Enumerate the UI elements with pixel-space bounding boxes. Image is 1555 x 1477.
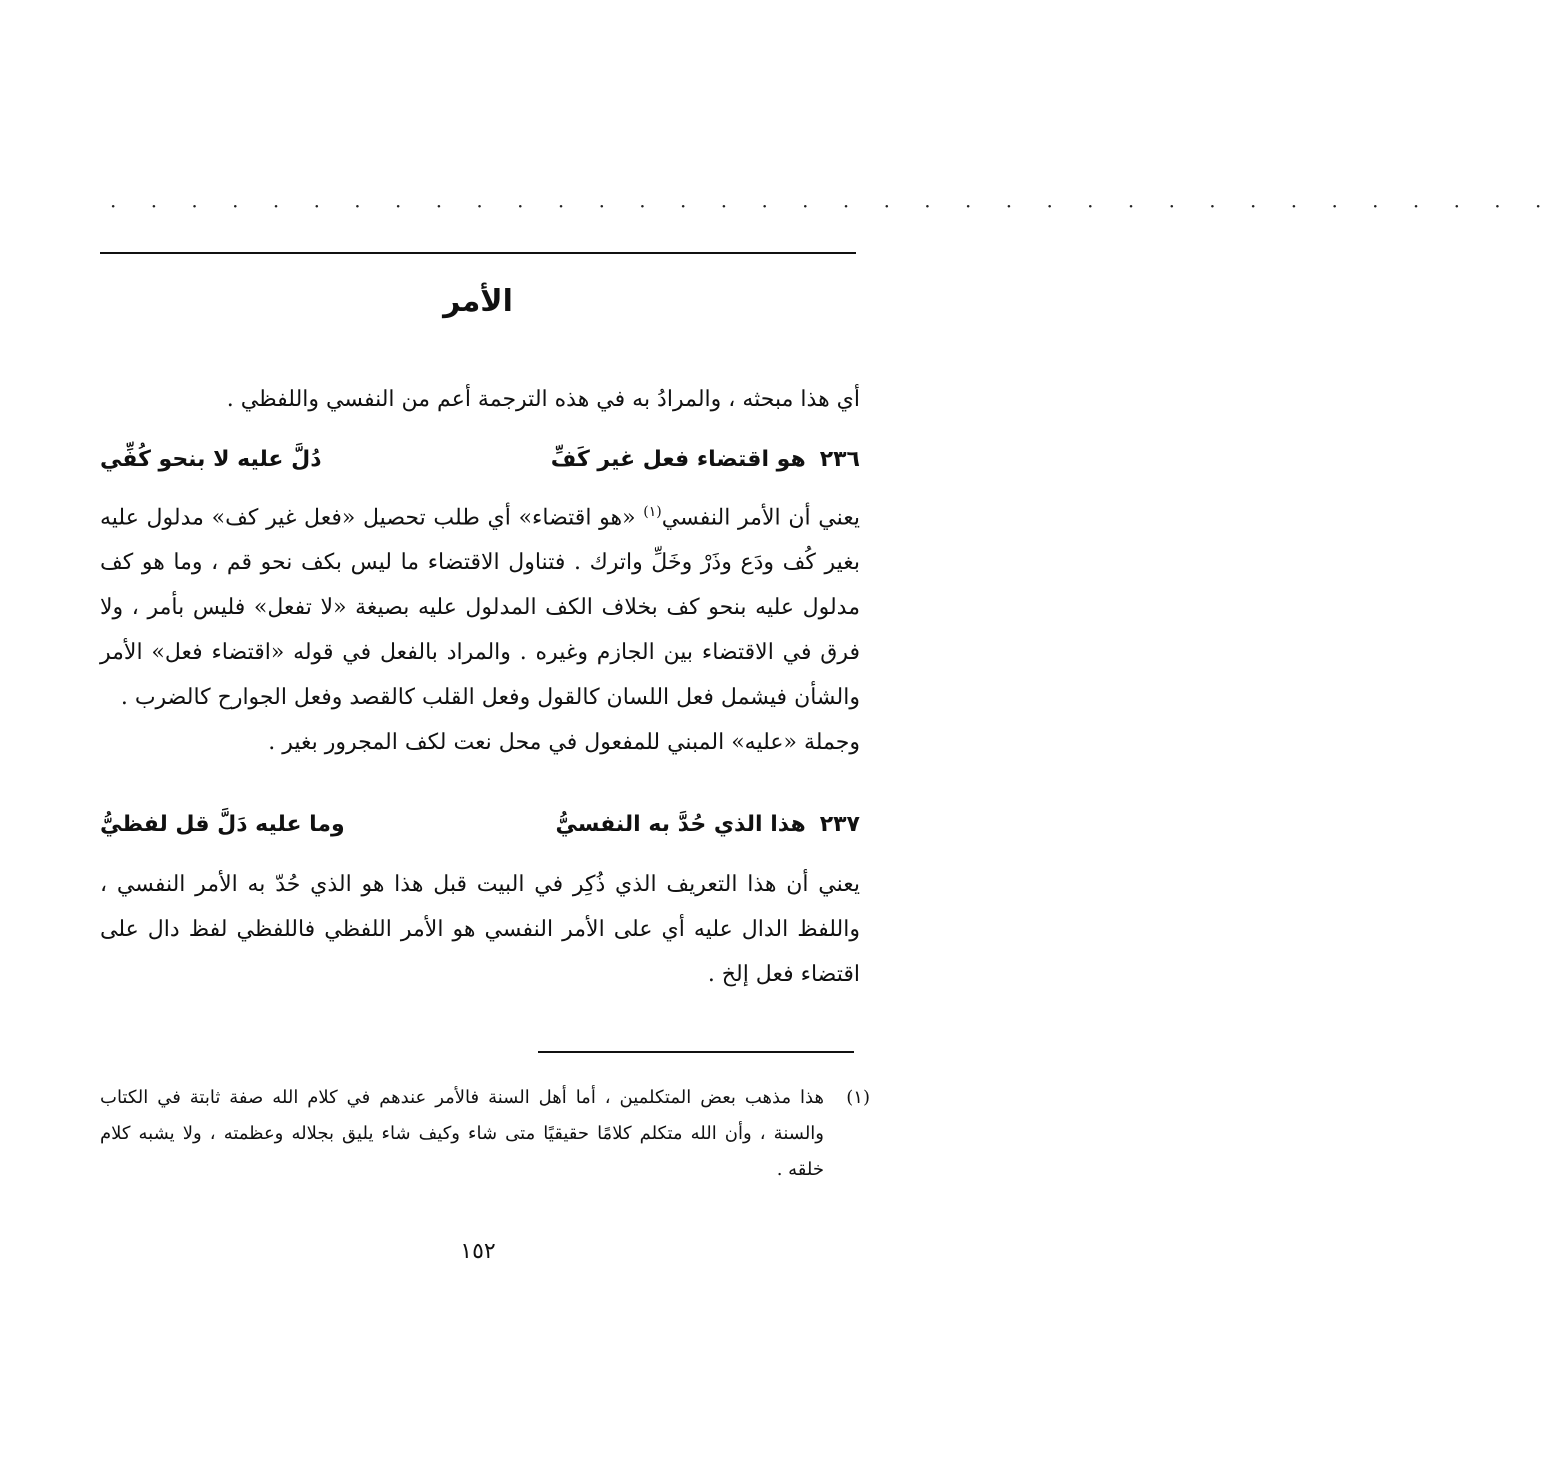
decorative-dot-divider: · · · · · · · · · · · · · · · · · · · · · · · · · · · · · · · · · · · · (110, 194, 1555, 218)
verse-number: ٢٣٦ (819, 447, 860, 472)
verse-237 (100, 805, 860, 845)
verse-first-hemistich: هذا الذي حُدَّ به النفسيُّ (555, 812, 806, 837)
commentary-paragraph: يعني أن هذا التعريف الذي ذُكِر في البيت قبل هذا هو الذي حُدّ به الأمر النفسي ، واللفظ الدال عليه أي على الأمر النفسي هو الأمر اللفظي فاللفظي لفظ دال على اقتضاء فعل إلخ . (100, 872, 860, 987)
top-rule (100, 252, 856, 254)
commentary-paragraph (100, 490, 860, 720)
commentary-text-after-ref: «هو اقتضاء» أي طلب تحصيل «فعل غير كف» مدلول عليه بغير كُف ودَع وذَرْ وخَلِّ واترك . فتناول الاقتضاء ما ليس بكف نحو قم ، وما هو كف مدلول عليه بنحو كف بخلاف الكف المدلول عليه بصيغة «لا تفعل» فليس بأمر ، ولا فرق في الاقتضاء بين الجازم وغيره . والمراد بالفعل في قوله «اقتضاء فعل» الأمر والشأن فيشمل فعل اللسان كالقول وفعل القلب كالقصد وفعل الجوارح كالضرب . (100, 505, 860, 711)
verse-236 (100, 440, 860, 480)
verse-second-hemistich: دُلَّ عليه لا بنحو كُفِّي (99, 447, 322, 472)
commentary-second-paragraph: وجملة «عليه» المبني للمفعول في محل نعت لكف المجرور بغير . (268, 730, 860, 756)
verse-number: ٢٣٧ (819, 812, 860, 837)
footnote (100, 1080, 870, 1188)
footnote-separator (538, 1051, 854, 1053)
intro-paragraph (100, 377, 860, 422)
commentary-text-before-ref: يعني أن الأمر النفسي (661, 505, 861, 531)
footnote-marker: (١) (846, 1087, 870, 1108)
intro-text: أي هذا مبحثه ، والمرادُ به في هذه الترجمة أعم من النفسي واللفظي . (226, 387, 860, 412)
verse-first-hemistich: هو اقتضاء فعل غير كَفِّ (550, 447, 806, 472)
commentary-236 (100, 490, 860, 765)
commentary-237 (100, 862, 860, 997)
section-title: الأمر (443, 284, 513, 319)
footnote-reference[interactable]: (١) (643, 504, 662, 520)
verse-second-hemistich: وما عليه دَلَّ قل لفظيُّ (99, 812, 345, 837)
page-number: ١٥٢ (460, 1239, 496, 1264)
footnote-text: هذا مذهب بعض المتكلمين ، أما أهل السنة فالأمر عندهم في كلام الله صفة ثابتة في الكتاب والسنة ، وأن الله متكلم كلامًا حقيقيًا متى شاء وكيف شاء يليق بجلاله وعظمته ، ولا يشبه كلام خلقه . (100, 1087, 824, 1180)
